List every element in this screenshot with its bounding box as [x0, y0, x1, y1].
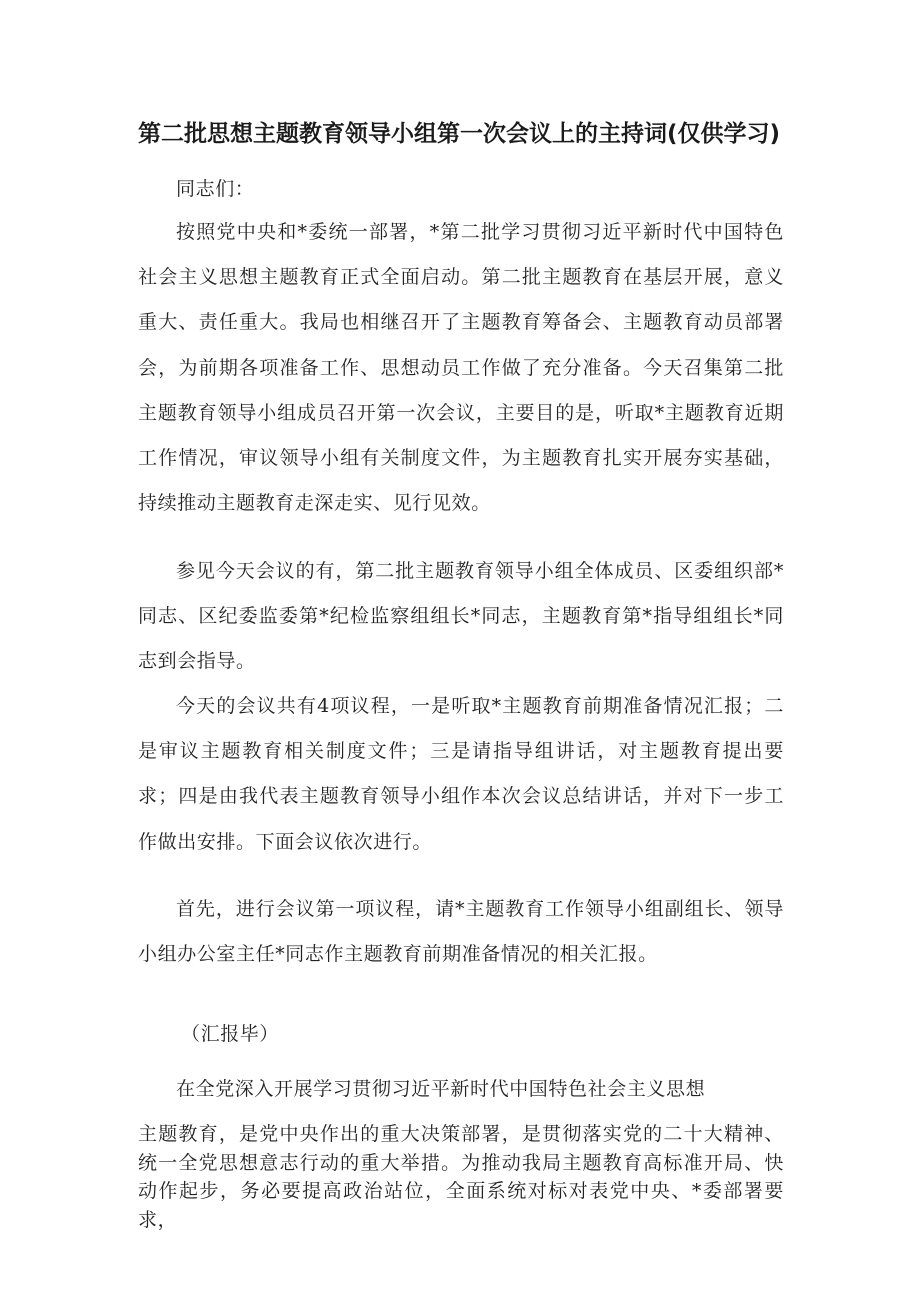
paragraph-agenda: 今天的会议共有4项议程，一是听取*主题教育前期准备情况汇报；二是审议主题教育相关制度文件；三是请指导组讲话，对主题教育提出要求；四是由我代表主题教育领导小组作本次会议总结讲话，并对下一步工作做出安排。下面会议依次进行。: [138, 695, 784, 853]
document-title: 第二批思想主题教育领导小组第一次会议上的主持词(仅供学习): [138, 121, 781, 147]
paragraph-intro: 按照党中央和*委统一部署，*第二批学习贯彻习近平新时代中国特色社会主义思想主题教育正式全面启动。第二批主题教育在基层开展，意义重大、责任重大。我局也相继召开了主题教育筹备会、主题教育动员部署会，为前期各项准备工作、思想动员工作做了充分准备。今天召集第二批主题教育领导小组成员召开第一次会议，主要目的是，听取*主题教育近期工作情况，审议领导小组有关制度文件，为主题教育扎实开展夯实基础，持续推动主题教育走深走实、见行见效。: [138, 221, 784, 515]
paragraph-first-item: 首先，进行会议第一项议程，请*主题教育工作领导小组副组长、领导小组办公室主任*同志作主题教育前期准备情况的相关汇报。: [138, 898, 784, 966]
paragraph-body: 主题教育，是党中央作出的重大决策部署，是贯彻落实党的二十大精神、统一全党思想意志行动的重大举措。为推动我局主题教育高标准开局、快动作起步，务必要提高政治站位，全面系统对标对表党中央、*委部署要求，: [138, 1123, 784, 1231]
paragraph-context: 在全党深入开展学习贯彻习近平新时代中国特色社会主义思想: [176, 1078, 706, 1100]
paragraph-report-done: （汇报毕）: [181, 1023, 280, 1045]
greeting: 同志们：: [176, 178, 255, 200]
paragraph-attendees: 参见今天会议的有，第二批主题教育领导小组全体成员、区委组织部*同志、区纪委监委第*纪检监察组组长*同志，主题教育第*指导组组长*同志到会指导。: [138, 560, 784, 673]
